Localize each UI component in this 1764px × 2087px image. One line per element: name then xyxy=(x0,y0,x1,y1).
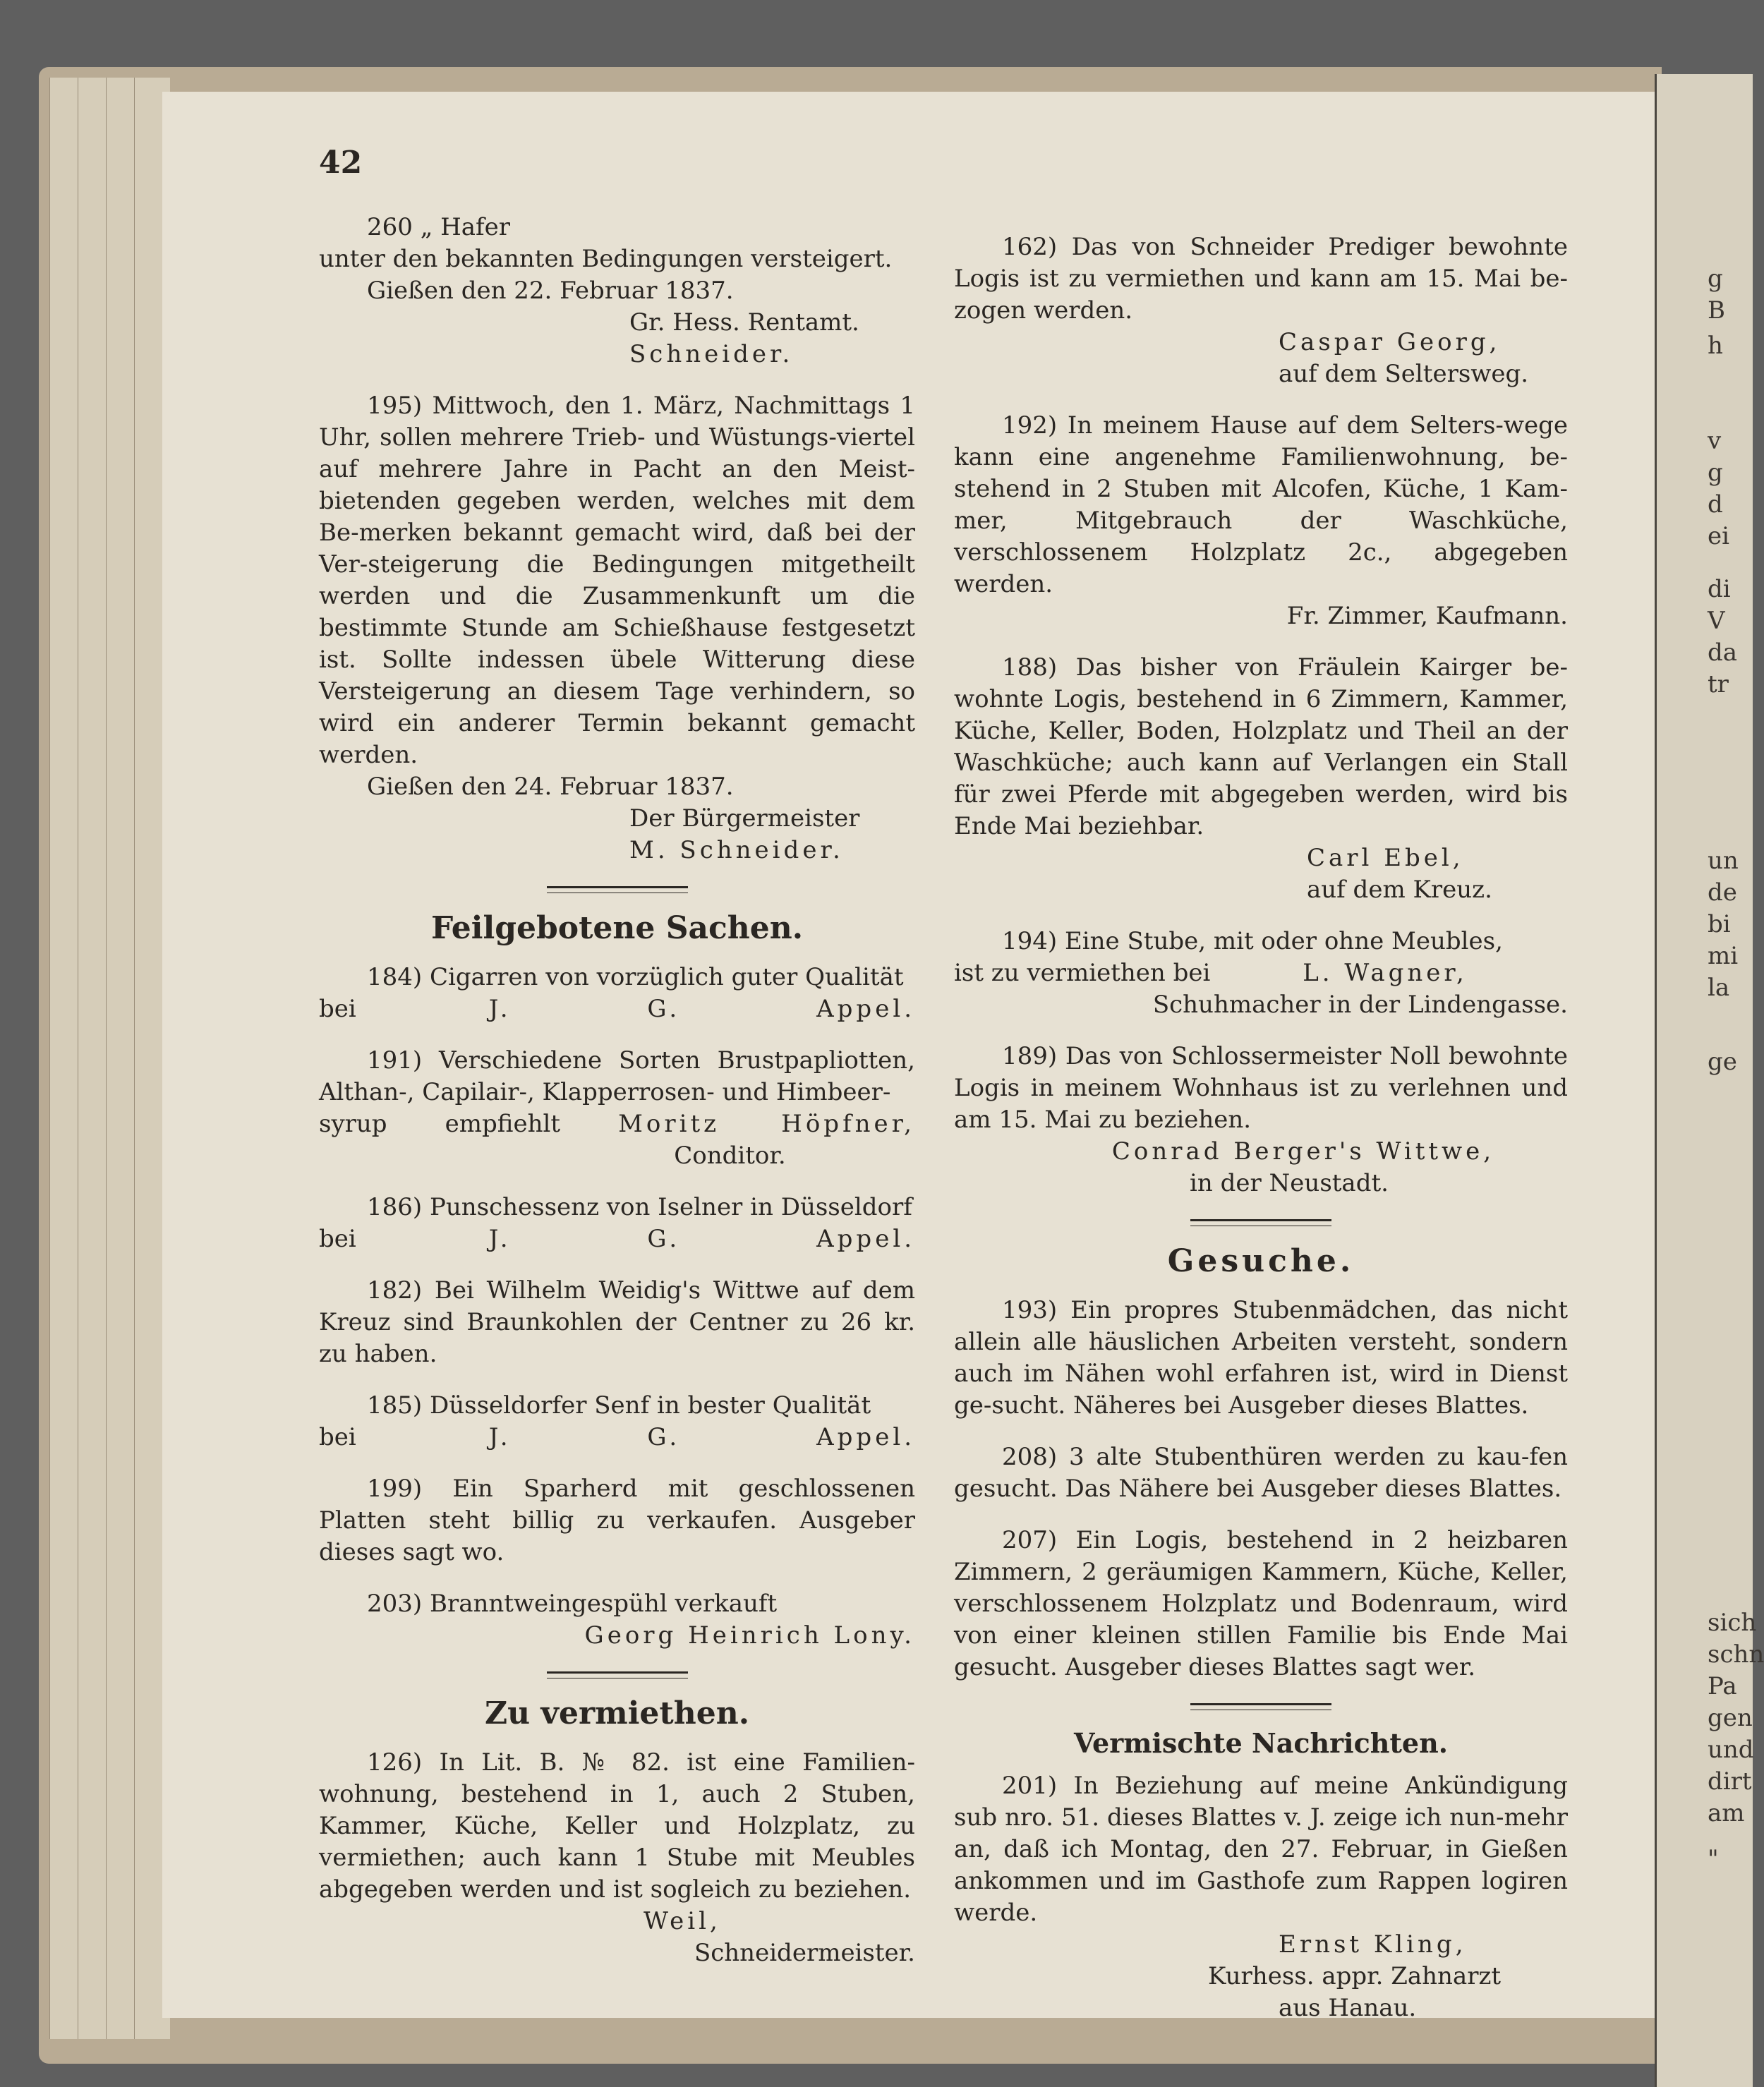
ad-signature: aus Hanau. xyxy=(1279,1994,1417,2022)
ad-text: unter den bekannten Bedingungen versteigert. xyxy=(319,245,893,273)
section-heading-feilgebotene: Feilgebotene Sachen. xyxy=(430,910,804,946)
ad-signature: L. Wagner, xyxy=(1303,959,1468,987)
ad-signature: J. G. Appel. xyxy=(488,995,915,1023)
ad-195 xyxy=(319,390,915,866)
ad-193 xyxy=(954,1295,1568,1422)
section-heading-gesuche: Gesuche. xyxy=(1167,1243,1355,1279)
ad-signature: Carl Ebel, xyxy=(1307,844,1464,872)
section-divider xyxy=(547,886,688,893)
ad-signature: Weil, xyxy=(644,1907,721,1935)
ad-signature: Schneidermeister. xyxy=(694,1939,915,1967)
ad-signature: Conrad Berger's Wittwe, xyxy=(1111,1137,1495,1166)
next-page-fragment: d xyxy=(1708,490,1723,519)
ad-191 xyxy=(319,1045,915,1172)
ad-184 xyxy=(319,962,915,1025)
ad-207 xyxy=(954,1525,1568,1683)
section-divider xyxy=(547,1671,688,1678)
bei-label: bei xyxy=(319,1225,356,1253)
ad-text: 192) In meinem Hause auf dem Selters-wege kann eine angenehme Familienwohnung, be-stehend in 2 Stuben mit Alcofen, Küche, 1 Kam-mer, Mitgebrauch der Waschküche, verschlossenem Holzplatz 2c., abgegeben werden. xyxy=(954,411,1568,598)
section-divider xyxy=(1190,1703,1331,1710)
ad-text: 201) In Beziehung auf meine Ankündigung sub nro. 51. dieses Blattes v. J. zeige ich nun-mehr an, daß ich Montag, den 27. Februar, in Gießen ankommen und im Gasthofe zum Rappen logiren werde. xyxy=(954,1772,1568,1927)
ad-text: ist zu vermiethen bei xyxy=(954,959,1211,987)
next-page-fragment: tr xyxy=(1708,670,1729,698)
ad-162 xyxy=(954,231,1568,390)
ad-text: 207) Ein Logis, bestehend in 2 heizbaren Zimmern, 2 geräumigen Kammern, Küche, Keller, verschlossenem Holzplatz und Bodenraum, wird von einer kleinen stillen Familie bis Ende Mai gesucht. Ausgeber dieses Blattes sagt wer. xyxy=(954,1526,1568,1681)
ad-text: 203) Branntweingespühl verkauft xyxy=(367,1590,778,1618)
next-page-fragment: dirt xyxy=(1708,1767,1752,1796)
next-page-fragment: und xyxy=(1708,1736,1754,1764)
next-page-fragment: un xyxy=(1708,847,1739,875)
next-page-fragment: V xyxy=(1708,607,1725,635)
next-page-fragment: sich xyxy=(1708,1609,1757,1637)
ad-text: syrup empfiehlt xyxy=(319,1110,561,1138)
ad-signature: Fr. Zimmer, Kaufmann. xyxy=(1286,602,1568,630)
section-heading-vermischte: Vermischte Nachrichten. xyxy=(1074,1727,1448,1759)
next-page-fragment: g xyxy=(1708,459,1723,487)
next-page-fragment: di xyxy=(1708,575,1731,603)
ad-date: Gießen den 22. Februar 1837. xyxy=(367,277,734,305)
ad-text: 260 „ Hafer xyxy=(367,213,511,241)
ad-signature-line xyxy=(954,957,1568,989)
next-page-fragment: Pa xyxy=(1708,1672,1737,1700)
ad-signature: Conditor. xyxy=(674,1142,786,1170)
next-page-fragment: da xyxy=(1708,639,1738,667)
next-page-fragment: la xyxy=(1708,974,1730,1002)
ad-text: 126) In Lit. B. № 82. ist eine Familien-wohnung, bestehend in 1, auch 2 Stuben, Kammer, Küche, Keller und Holzplatz, zu vermiethen; auch kann 1 Stube mit Meubles abgegeben werden und ist sogleich zu beziehen. xyxy=(319,1748,915,1904)
ad-signature: M. Schneider. xyxy=(629,836,844,864)
ad-signature: Schuhmacher in der Lindengasse. xyxy=(1152,991,1568,1019)
ad-signature: Moritz Höpfner, xyxy=(618,1110,915,1138)
ad-signature: J. G. Appel. xyxy=(488,1225,915,1253)
ad-signature: Caspar Georg, xyxy=(1279,328,1501,356)
ad-signature: Georg Heinrich Lony. xyxy=(584,1621,915,1650)
ad-188 xyxy=(954,652,1568,906)
ad-text: 194) Eine Stube, mit oder ohne Meubles, xyxy=(1002,927,1503,955)
ad-201 xyxy=(954,1770,1568,2024)
section-divider xyxy=(1190,1219,1331,1226)
ad-126 xyxy=(319,1747,915,1969)
ad-text: 208) 3 alte Stubenthüren werden zu kau-fen gesucht. Das Nähere bei Ausgeber dieses Blattes. xyxy=(954,1443,1568,1503)
bei-label: bei xyxy=(319,995,356,1023)
next-page-fragment: gen xyxy=(1708,1704,1753,1732)
ad-text: 186) Punschessenz von Iselner in Düsseldorf xyxy=(367,1193,912,1221)
ad-text: 195) Mittwoch, den 1. März, Nachmittags 1 Uhr, sollen mehrere Trieb- und Wüstungs-viertel auf mehrere Jahre in Pacht an den Meist-bietenden gegeben werden, welches mit dem Be-merken bekannt gemacht wird, daß bei der Ver-steigerung die Bedingungen mitgetheilt werden und die Zusammenkunft um die bestimmte Stunde am Schießhause festgesetzt ist. Sollte indessen übele Witterung diese Versteigerung an diesem Tage verhindern, so wird ein anderer Termin bekannt gemacht werden. xyxy=(319,392,915,769)
ad-signature: Kurhess. appr. Zahnarzt xyxy=(1208,1962,1502,1990)
ad-text: 193) Ein propres Stubenmädchen, das nicht allein alle häuslichen Arbeiten versteht, sondern auch im Nähen wohl erfahren ist, wird in Dienst ge-sucht. Näheres bei Ausgeber dieses Blattes. xyxy=(954,1296,1568,1420)
section-heading-vermiethen: Zu vermiethen. xyxy=(484,1695,750,1731)
right-column xyxy=(954,231,1568,2044)
ad-signature-line xyxy=(319,1422,915,1453)
ad-signature: in der Neustadt. xyxy=(1190,1169,1389,1197)
ad-signature-line xyxy=(319,993,915,1025)
ad-text: 185) Düsseldorfer Senf in bester Qualität xyxy=(367,1391,871,1420)
ad-signature: Ernst Kling, xyxy=(1279,1930,1467,1959)
next-page-fragment: am xyxy=(1708,1799,1745,1827)
ad-192 xyxy=(954,410,1568,632)
left-column xyxy=(319,212,915,1989)
ad-signature-line xyxy=(319,1223,915,1255)
bei-label: bei xyxy=(319,1423,356,1451)
ad-189 xyxy=(954,1041,1568,1199)
page-number: 42 xyxy=(319,145,363,181)
ad-signature-line xyxy=(319,1108,915,1140)
ad-signature: Gr. Hess. Rentamt. xyxy=(629,308,859,337)
ad-208 xyxy=(954,1441,1568,1505)
ad-185 xyxy=(319,1390,915,1453)
next-page-fragment: ge xyxy=(1708,1048,1737,1076)
ad-text: 162) Das von Schneider Prediger bewohnte Logis ist zu vermiethen und kann am 15. Mai be-zogen werden. xyxy=(954,233,1568,325)
ad-260 xyxy=(319,212,915,370)
ad-signature: J. G. Appel. xyxy=(488,1423,915,1451)
ad-199 xyxy=(319,1473,915,1568)
ad-194 xyxy=(954,926,1568,1021)
ad-signature: Der Bürgermeister xyxy=(629,804,860,833)
ad-182 xyxy=(319,1275,915,1370)
next-page-fragment: bi xyxy=(1708,910,1731,938)
next-page-fragment: " xyxy=(1708,1845,1719,1873)
ad-text: 182) Bei Wilhelm Weidig's Wittwe auf dem Kreuz sind Braunkohlen der Centner zu 26 kr. zu haben. xyxy=(319,1276,915,1368)
ad-text: 189) Das von Schlossermeister Noll bewohnte Logis in meinem Wohnhaus ist zu verlehnen und am 15. Mai zu beziehen. xyxy=(954,1042,1568,1134)
ad-text: 184) Cigarren von vorzüglich guter Qualität xyxy=(367,963,904,991)
next-page-fragment: ei xyxy=(1708,522,1729,550)
ad-date: Gießen den 24. Februar 1837. xyxy=(367,773,734,801)
next-page-fragment: g xyxy=(1708,265,1723,293)
next-page-fragment: schn xyxy=(1708,1640,1764,1669)
ad-text: 191) Verschiedene Sorten Brustpapliotten, Althan-, Capilair-, Klapperrosen- und Himbeer- xyxy=(319,1046,915,1106)
next-page-fragment: de xyxy=(1708,878,1737,907)
ad-203 xyxy=(319,1588,915,1652)
ad-186 xyxy=(319,1192,915,1255)
next-page-fragment: mi xyxy=(1708,942,1739,970)
next-page-fragment: h xyxy=(1708,332,1723,360)
ad-text: 199) Ein Sparherd mit geschlossenen Platten steht billig zu verkaufen. Ausgeber dieses sagt wo. xyxy=(319,1475,915,1566)
ad-text: 188) Das bisher von Fräulein Kairger be-wohnte Logis, bestehend in 6 Zimmern, Kammer, Küche, Keller, Boden, Holzplatz und Theil an der Waschküche; auch kann auf Verlangen ein Stall für zwei Pferde mit abgegeben werden, wird bis Ende Mai beziehbar. xyxy=(954,653,1568,840)
next-page-fragment: v xyxy=(1708,427,1722,455)
ad-signature: auf dem Seltersweg. xyxy=(1279,360,1529,388)
ad-signature: auf dem Kreuz. xyxy=(1307,876,1492,904)
next-page-fragment: B xyxy=(1708,296,1725,325)
ad-signature: Schneider. xyxy=(629,340,794,368)
